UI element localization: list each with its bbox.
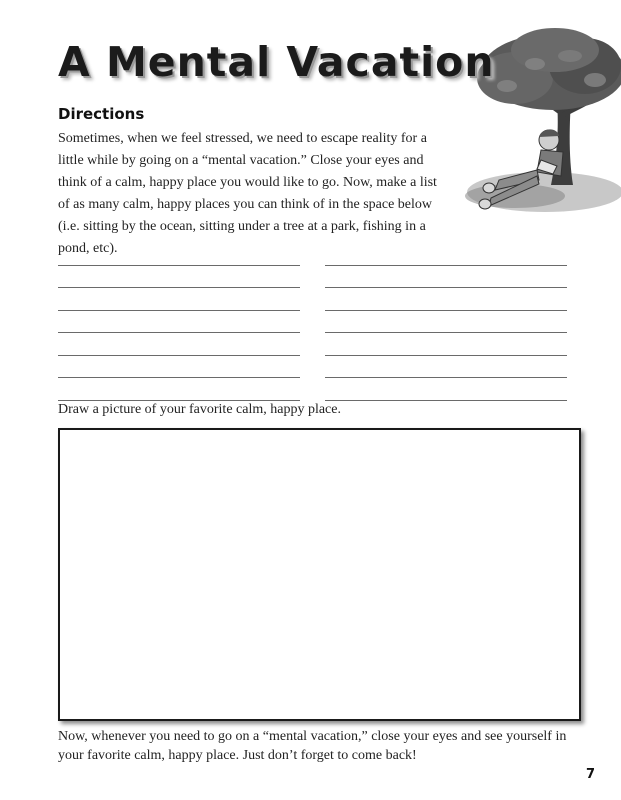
draw-prompt: Draw a picture of your favorite calm, happy place. — [58, 402, 341, 417]
writing-line[interactable] — [58, 378, 300, 401]
directions-text: Sometimes, when we feel stressed, we need to escape reality for a little while by going on a “mental vacation.” Close your eyes and think of a calm, happy place you would like to go. Now, make a list of as many calm, happy places you can think of in the space below (i.e. sitting by the ocean, sitting under a tree at a park, fishing in a pond, etc). — [58, 131, 437, 256]
drawing-box[interactable] — [58, 428, 581, 721]
writing-line[interactable] — [325, 378, 567, 401]
page-number: 7 — [586, 767, 596, 782]
writing-line[interactable] — [58, 356, 300, 379]
writing-line[interactable] — [325, 356, 567, 379]
page-title: A Mental Vacation — [58, 38, 495, 86]
writing-line[interactable] — [58, 243, 300, 266]
closing-text: Now, whenever you need to go on a “mental vacation,” close your eyes and see yourself in your favorite calm, happy place. Just don’t forget to come back! — [58, 729, 567, 763]
writing-line[interactable] — [325, 333, 567, 356]
writing-line[interactable] — [325, 243, 567, 266]
writing-line[interactable] — [58, 288, 300, 311]
writing-line[interactable] — [325, 288, 567, 311]
writing-lines-right — [325, 243, 567, 401]
writing-line[interactable] — [58, 266, 300, 289]
writing-lines-left — [58, 243, 300, 401]
writing-line[interactable] — [58, 311, 300, 334]
writing-line[interactable] — [325, 266, 567, 289]
writing-line[interactable] — [58, 333, 300, 356]
directions-heading: Directions — [58, 105, 145, 123]
writing-line[interactable] — [325, 311, 567, 334]
